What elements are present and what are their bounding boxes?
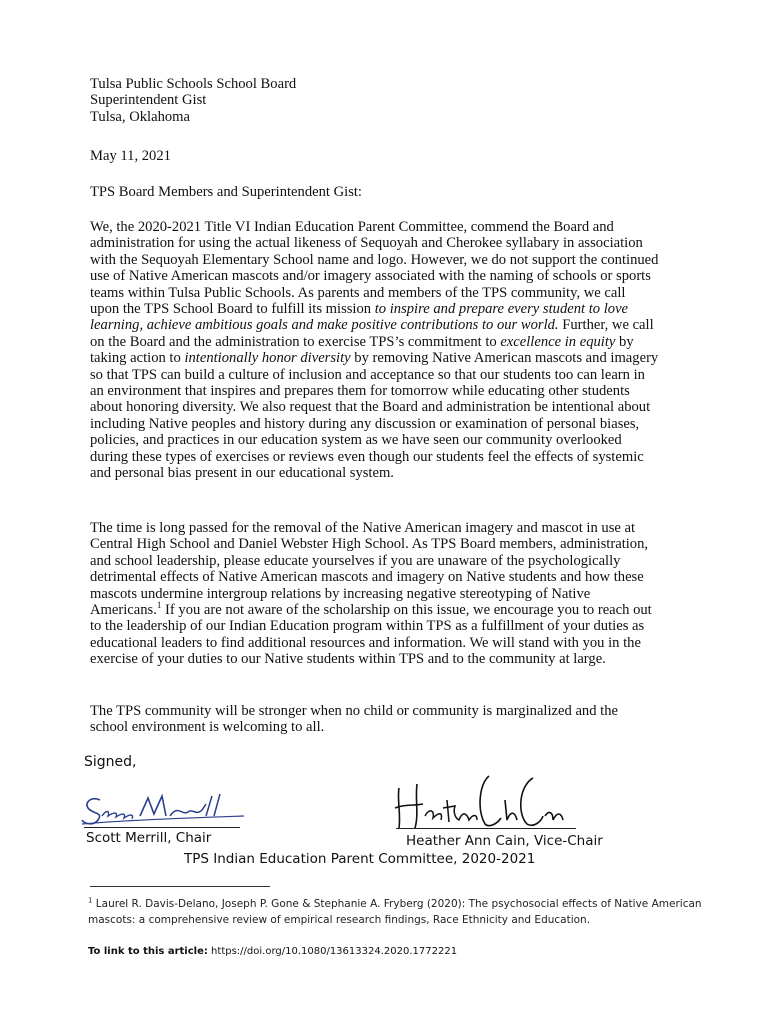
equity-italic: excellence in equity bbox=[500, 333, 616, 350]
mission-italic: to inspire and prepare every student to love bbox=[374, 301, 629, 318]
committee-name: TPS Indian Education Parent Committee, 2020-2021 bbox=[184, 851, 536, 867]
address-line: Superintendent Gist bbox=[90, 92, 207, 109]
text-line: and personal bias present in our educational system. bbox=[90, 465, 394, 482]
signed-label: Signed, bbox=[84, 754, 137, 770]
signature-line bbox=[396, 828, 576, 829]
signer-name-vice-chair: Heather Ann Cain, Vice-Chair bbox=[406, 833, 603, 849]
article-link bbox=[88, 946, 457, 957]
text-line: The time is long passed for the removal of the Native American imagery and mascot in use at bbox=[90, 520, 636, 536]
text-line: administration for using the actual likeness of Sequoyah and Cherokee syllabary in association bbox=[90, 235, 643, 252]
footnote-ref: 1 bbox=[156, 600, 162, 611]
diversity-italic: intentionally honor diversity bbox=[184, 350, 351, 367]
signature-line bbox=[84, 827, 240, 828]
footnote-marker: 1 bbox=[88, 896, 93, 905]
text-line bbox=[90, 334, 690, 350]
text-run: upon the TPS School Board to fulfill its mission bbox=[90, 301, 375, 318]
paragraph-2 bbox=[90, 520, 690, 668]
paragraph-3 bbox=[90, 703, 690, 736]
text-line: mascots undermine intergroup relations by increasing negative stereotyping of Native bbox=[90, 585, 591, 602]
text-line: policies, and practices in our education system as we have seen our community overlooked bbox=[90, 432, 622, 449]
address-line: Tulsa, Oklahoma bbox=[90, 108, 190, 125]
text-run: on the Board and the administration to exercise TPS’s commitment to bbox=[90, 333, 501, 350]
mission-italic: learning, achieve ambitious goals and make positive contributions to our world. bbox=[90, 317, 559, 334]
text-run: Further, we call bbox=[558, 317, 654, 334]
text-line: detrimental effects of Native American mascots and imagery on Native students and how these bbox=[90, 569, 644, 586]
recipient-address bbox=[90, 76, 690, 125]
footnote bbox=[88, 896, 708, 928]
signature-heather-ann-cain bbox=[393, 770, 573, 832]
text-line: and school leadership, please educate yourselves if you are unaware of the psychologically bbox=[90, 552, 621, 569]
text-run: If you are not aware of the scholarship on this issue, we encourage you to reach out bbox=[161, 602, 652, 619]
link-label: To link to this article: bbox=[88, 946, 208, 957]
text-line: We, the 2020-2021 Title VI Indian Education Parent Committee, commend the Board and bbox=[90, 219, 614, 235]
text-line: teams within Tulsa Public Schools. As parents and members of the TPS community, we call bbox=[90, 284, 626, 301]
text-line bbox=[90, 350, 690, 366]
footnote-line bbox=[88, 896, 708, 912]
footnote-divider bbox=[90, 886, 270, 887]
address-line: Tulsa Public Schools School Board bbox=[90, 76, 297, 92]
text-line: educational leaders to find additional resources and information. We will stand with you in the bbox=[90, 634, 641, 651]
text-line: including Native peoples and history during any discussion or examination of personal biases, bbox=[90, 415, 640, 432]
text-line: so that TPS can build a culture of inclusion and acceptance so that our students too can learn in bbox=[90, 366, 645, 383]
text-line: exercise of your duties to our Native students within TPS and to the community at large. bbox=[90, 651, 606, 668]
text-line: to the leadership of our Indian Education program within TPS as a fulfillment of your duties as bbox=[90, 618, 645, 635]
text-line: an environment that inspires and prepares them for tomorrow while educating other students bbox=[90, 383, 630, 400]
letter-date: May 11, 2021 bbox=[90, 148, 171, 164]
text-line: Central High School and Daniel Webster High School. As TPS Board members, administration, bbox=[90, 536, 649, 553]
salutation: TPS Board Members and Superintendent Gist: bbox=[90, 184, 362, 200]
text-line: about honoring diversity. We also request that the Board and administration be intentional about bbox=[90, 399, 651, 416]
signer-name-chair: Scott Merrill, Chair bbox=[86, 830, 212, 846]
text-line bbox=[90, 317, 690, 333]
signature-scott-merrill bbox=[78, 786, 248, 830]
text-run: Laurel R. Davis-Delano, Joseph P. Gone & Stephanie A. Fryberg (2020): The psychosocial effects of Native American bbox=[92, 898, 702, 910]
paragraph-1 bbox=[90, 219, 690, 482]
link-url[interactable]: https://doi.org/10.1080/13613324.2020.1772221 bbox=[207, 946, 458, 957]
text-run: by bbox=[615, 333, 634, 350]
text-run: by removing Native American mascots and imagery bbox=[350, 350, 659, 367]
text-run: taking action to bbox=[90, 350, 185, 367]
text-line: with the Sequoyah Elementary School name and logo. However, we do not support the continued bbox=[90, 251, 659, 268]
text-line: school environment is welcoming to all. bbox=[90, 719, 325, 736]
text-line bbox=[90, 301, 690, 317]
text-line bbox=[90, 602, 690, 618]
text-line: use of Native American mascots and/or imagery associated with the naming of schools or sports bbox=[90, 268, 651, 285]
text-line: The TPS community will be stronger when no child or community is marginalized and the bbox=[90, 703, 618, 719]
footnote-line: mascots: a comprehensive review of empirical research findings, Race Ethnicity and Education. bbox=[88, 914, 591, 926]
text-run: Americans. bbox=[90, 602, 157, 619]
text-line: during these types of exercises or reviews even though our students feel the effects of systemic bbox=[90, 448, 644, 465]
